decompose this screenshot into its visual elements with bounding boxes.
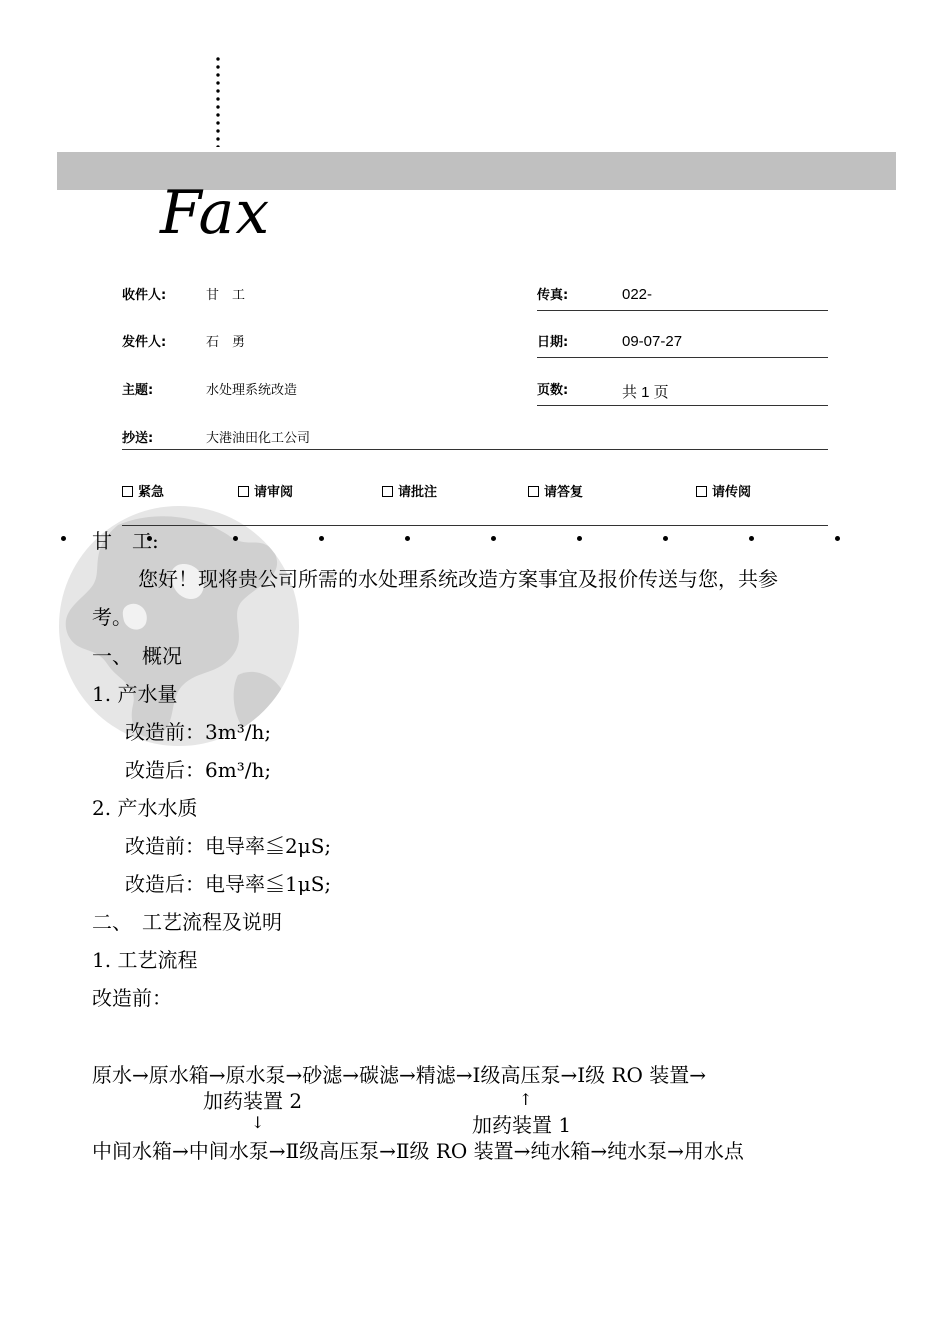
checkbox-icon [696,486,707,497]
cc-label: 抄送: [122,431,154,446]
date-rule [537,357,828,358]
bullet-dot [663,536,668,541]
production-after: 改造后：6m³/h; [125,758,272,782]
subject-label: 主题: [122,383,154,398]
recipient-value: 甘 工 [206,288,246,303]
checkbox-label: 紧急 [138,485,165,500]
bullet-dot [835,536,840,541]
section-process-flow: 1. 工艺流程 [92,948,198,972]
sender-value: 石 勇 [206,335,246,350]
greeting: 甘 工: [92,529,159,553]
bullet-dot [405,536,410,541]
bullet-dot [61,536,66,541]
checkbox-urgent[interactable] [122,481,164,500]
cc-rule [122,449,828,450]
checkbox-label: 请答复 [544,485,584,500]
checkbox-icon [528,486,539,497]
recipient-label: 收件人: [122,288,167,303]
section-production: 1. 产水量 [92,682,178,706]
checkbox-rule [122,525,828,526]
checkbox-reply[interactable] [528,481,583,500]
dotted-divider [215,55,221,147]
bullet-dot [233,536,238,541]
fax-rule [537,310,828,311]
bullet-dot [749,536,754,541]
flow-line-1: 原水→原水箱→原水泵→砂滤→碳滤→精滤→Ⅰ级高压泵→Ⅰ级 RO 装置→ [92,1063,707,1087]
intro-line-2: 考。 [92,605,132,629]
section-process: 二、 工艺流程及说明 [92,910,282,934]
section-overview: 一、 概况 [92,644,182,668]
cc-value: 大港油田化工公司 [206,431,311,446]
sender-label: 发件人: [122,335,167,350]
checkbox-label: 请批注 [398,485,438,500]
bullet-dot [319,536,324,541]
checkbox-label: 请传阅 [712,485,752,500]
flow-line-2: 中间水箱→中间水泵→Ⅱ级高压泵→Ⅱ级 RO 装置→纯水箱→纯水泵→用水点 [92,1139,744,1163]
quality-before: 改造前：电导率≦2μS; [125,834,332,858]
checkbox-icon [382,486,393,497]
dosing-device-1: 加药装置 1 [472,1113,572,1137]
section-quality: 2. 产水水质 [92,796,198,820]
pages-rule [537,405,828,406]
date-label: 日期: [537,335,569,350]
checkbox-icon [238,486,249,497]
checkbox-circulate[interactable] [696,481,751,500]
pages-label: 页数: [537,383,569,398]
fax-title: Fax [160,178,271,248]
dosing-device-2: 加药装置 2 [203,1089,303,1113]
checkbox-icon [122,486,133,497]
bullet-dot [577,536,582,541]
date-value: 09-07-27 [622,333,683,350]
fax-label: 传真: [537,288,569,303]
checkbox-label: 请审阅 [254,485,294,500]
pages-value: 共 1 页 [622,384,669,401]
arrow-down-icon: ↓ [251,1113,265,1132]
checkbox-review[interactable] [238,481,293,500]
production-before: 改造前：3m³/h; [125,720,272,744]
subject-value: 水处理系统改造 [206,383,298,398]
intro-line-1: 您好！现将贵公司所需的水处理系统改造方案事宜及报价传送与您，共参 [138,567,778,591]
fax-value: 022- [622,286,653,303]
before-label: 改造前： [92,986,172,1010]
arrow-up-icon: ↑ [519,1090,533,1109]
quality-after: 改造后：电导率≦1μS; [125,872,332,896]
bullet-dot [491,536,496,541]
checkbox-comment[interactable] [382,481,437,500]
